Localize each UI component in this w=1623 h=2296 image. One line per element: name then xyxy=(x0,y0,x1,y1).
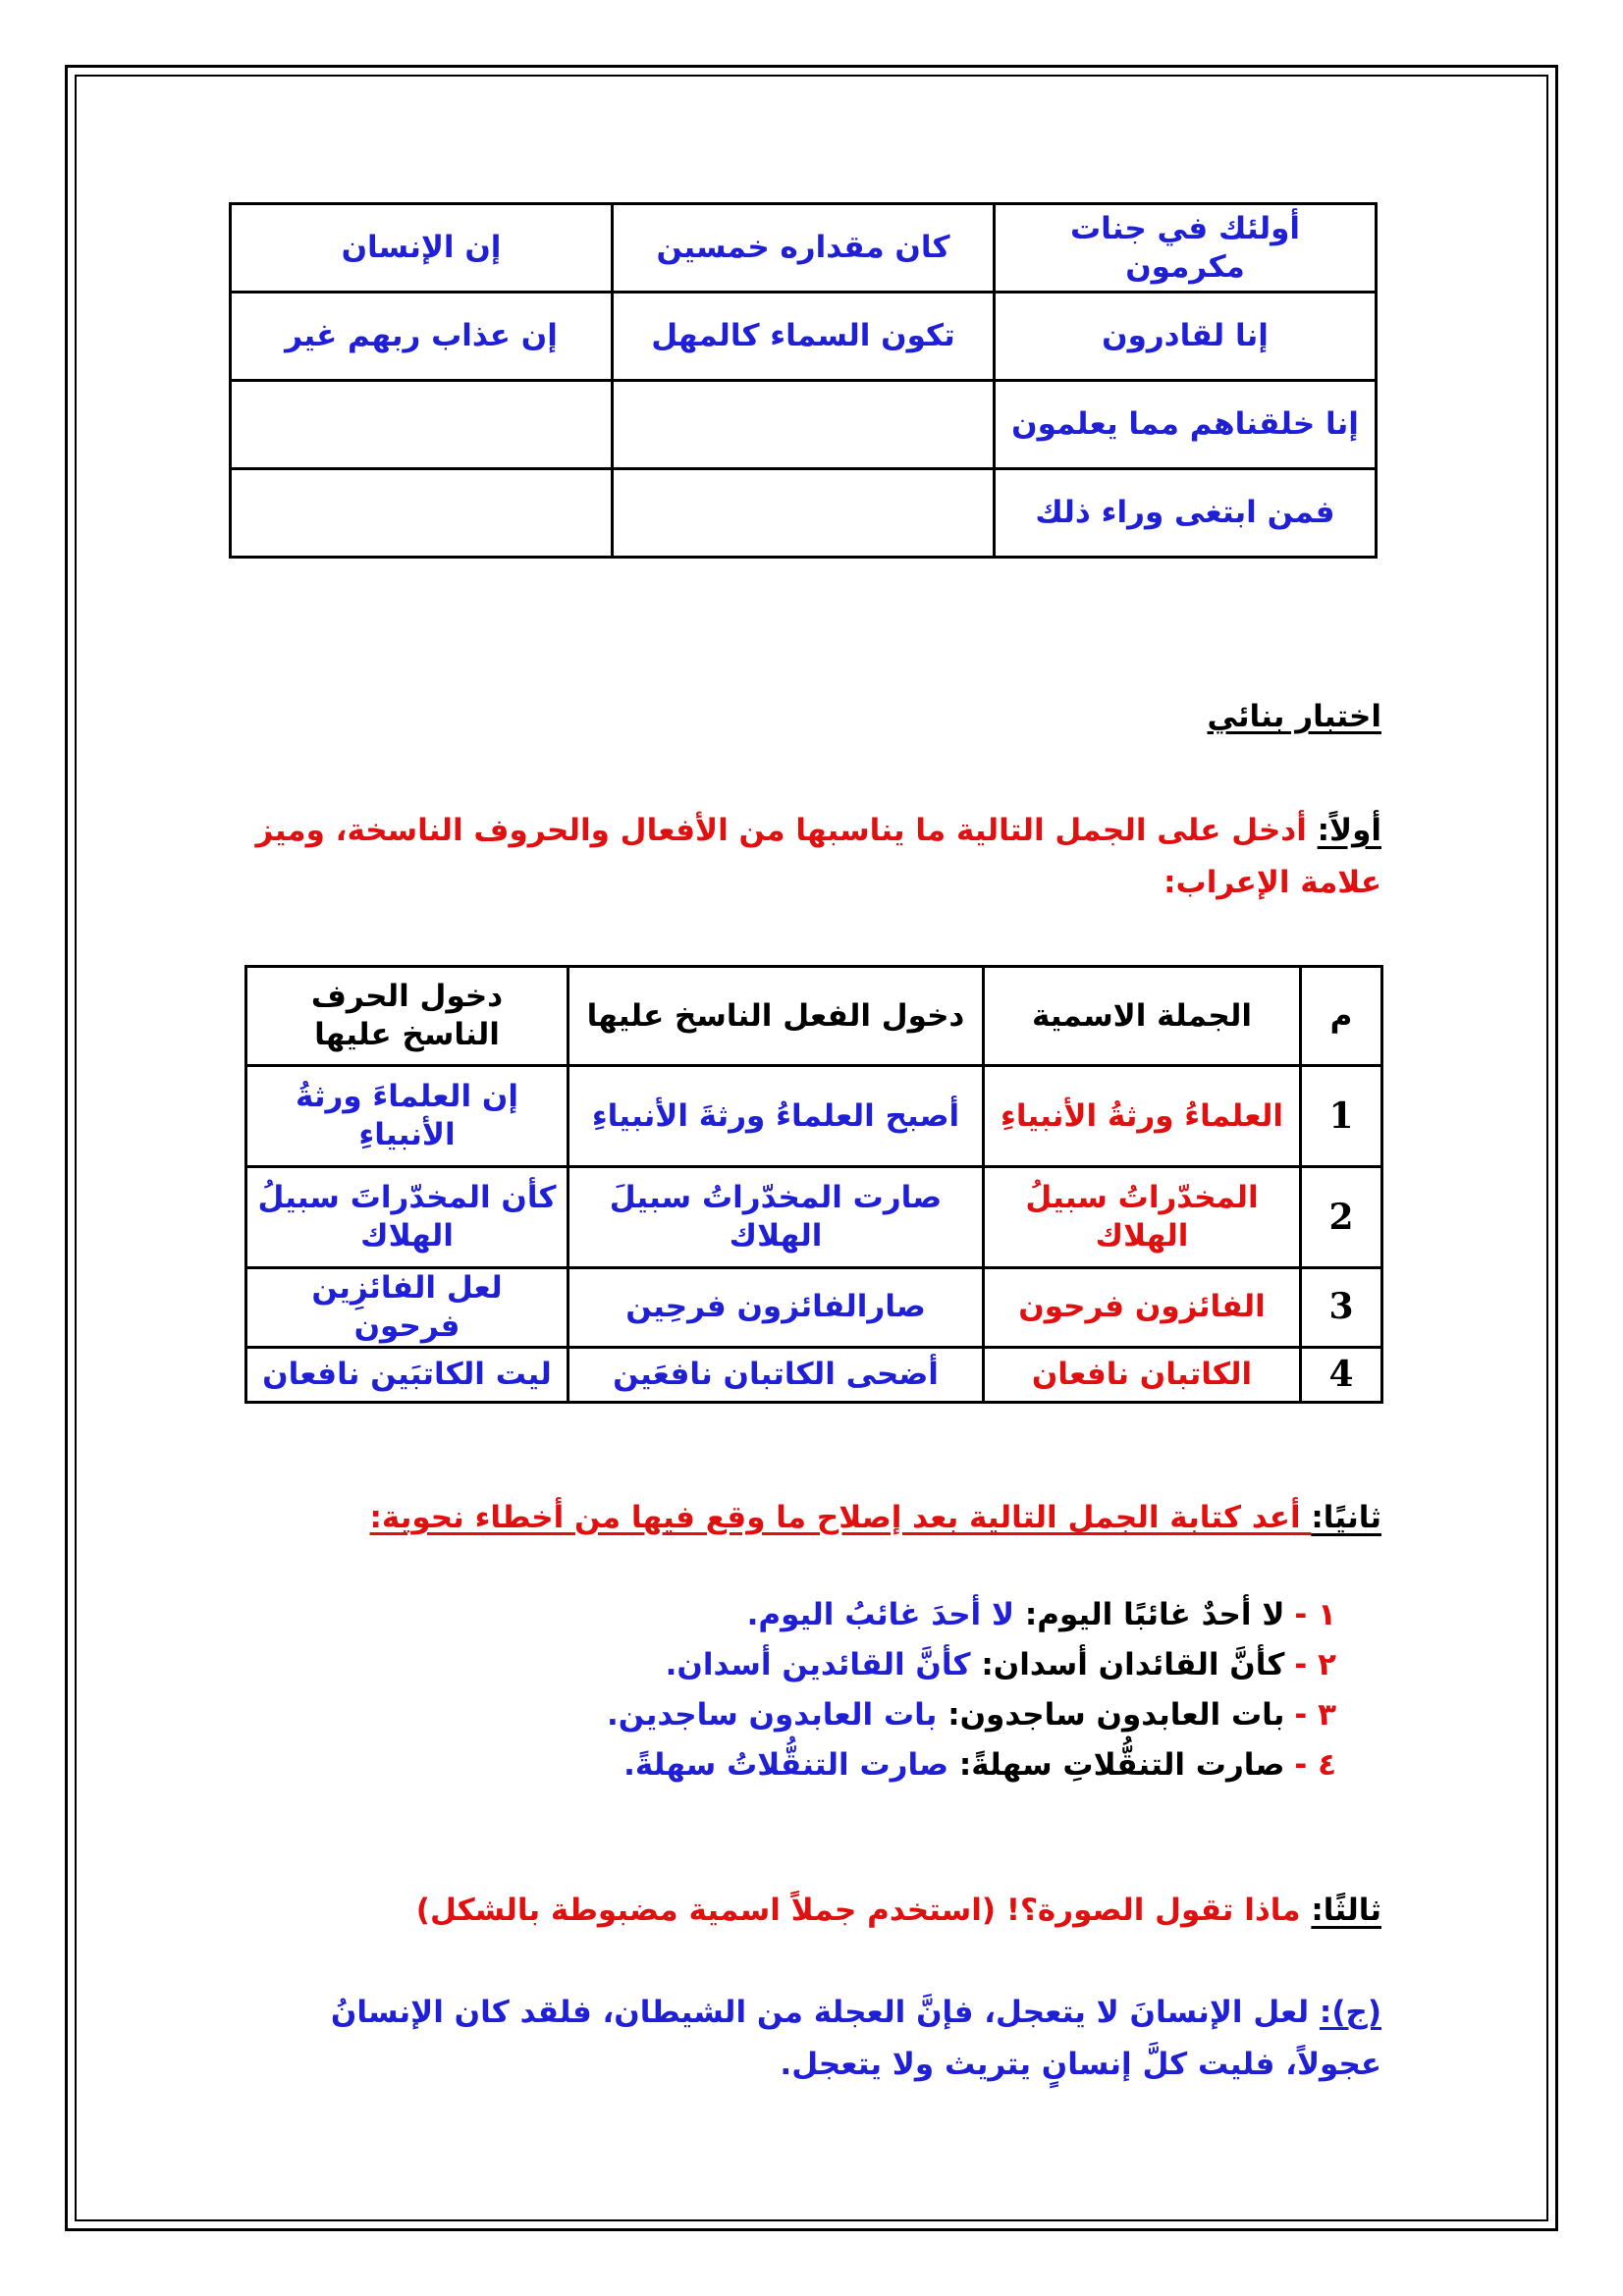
item-answer: بات العابدون ساجدين. xyxy=(607,1697,938,1733)
table-cell xyxy=(613,381,995,469)
question-2-text: أعد كتابة الجمل التالية بعد إصلاح ما وقع فيها من أخطاء نحوية: xyxy=(369,1500,1312,1535)
table-row xyxy=(246,1167,1382,1268)
header-number: م xyxy=(1301,967,1382,1066)
header-nominal: الجملة الاسمية xyxy=(984,967,1301,1066)
row-number: 3 xyxy=(1301,1268,1382,1348)
question-3-text: ماذا تقول الصورة؟! (استخدم جملاً اسمية مضبوطة بالشكل) xyxy=(415,1893,1312,1928)
question-3-label: ثالثًا: xyxy=(1311,1893,1381,1928)
item-question: صارت التنقُّلاتِ سهلةً: xyxy=(948,1747,1285,1783)
verb-sentence: صارالفائزون فرحِين xyxy=(568,1268,984,1348)
table-cell: أولئك في جنات مكرمون xyxy=(995,204,1377,293)
verb-sentence: أضحى الكاتبان نافعَين xyxy=(568,1347,984,1402)
table-header-row xyxy=(246,967,1382,1066)
particle-sentence: إن العلماءَ ورثةُ الأنبياءِ xyxy=(246,1066,568,1167)
list-item xyxy=(607,1640,1336,1690)
exercise-table xyxy=(244,965,1383,1404)
item-question: كأنَّ القائدان أسدان: xyxy=(970,1647,1285,1682)
nominal-sentence: الفائزون فرحون xyxy=(984,1268,1301,1348)
table-cell xyxy=(231,469,613,558)
header-verb: دخول الفعل الناسخ عليها xyxy=(568,967,984,1066)
verb-sentence: صارت المخدّراتُ سبيلَ الهلاك xyxy=(568,1167,984,1268)
item-number: ٣ - xyxy=(1294,1697,1336,1733)
item-number: ٢ - xyxy=(1294,1647,1336,1682)
row-number: 2 xyxy=(1301,1167,1382,1268)
table-row xyxy=(231,204,1377,293)
table-cell: إنا لقادرون xyxy=(995,293,1377,381)
table-row xyxy=(231,381,1377,469)
item-question: بات العابدون ساجدون: xyxy=(937,1697,1285,1733)
question-1-label: أولاً: xyxy=(1317,813,1381,848)
nominal-sentence: الكاتبان نافعان xyxy=(984,1347,1301,1402)
answer-text: لعل الإنسانَ لا يتعجل، فإنَّ العجلة من الشيطان، فلقد كان الإنسانُ عجولاً، فليت كلَّ إنسانٍ يتريث ولا يتعجل. xyxy=(330,1995,1381,2082)
item-number: ١ - xyxy=(1294,1597,1336,1632)
table-cell xyxy=(613,469,995,558)
item-number: ٤ - xyxy=(1294,1747,1336,1783)
quiz-title: اختبار بنائي xyxy=(1207,699,1381,734)
table-cell: إنا خلقناهم مما يعلمون xyxy=(995,381,1377,469)
table-row xyxy=(231,293,1377,381)
item-answer: لا أحدَ غائبُ اليوم. xyxy=(746,1597,1015,1632)
table-cell: إن عذاب ربهم غير xyxy=(231,293,613,381)
item-answer: كأنَّ القائدين أسدان. xyxy=(665,1647,971,1682)
table-row xyxy=(246,1347,1382,1402)
answer-paragraph xyxy=(243,1987,1381,2091)
row-number: 4 xyxy=(1301,1347,1382,1402)
particle-sentence: لعل الفائزِين فرحون xyxy=(246,1268,568,1348)
question-1 xyxy=(243,805,1381,909)
particle-sentence: ليت الكاتبَين نافعان xyxy=(246,1347,568,1402)
answer-label: (ج): xyxy=(1319,1995,1381,2030)
question-2-label: ثانيًا: xyxy=(1311,1500,1381,1535)
table-row xyxy=(246,1066,1382,1167)
table-row xyxy=(246,1268,1382,1348)
corrections-list xyxy=(607,1590,1336,1790)
table-cell xyxy=(231,381,613,469)
header-particle: دخول الحرف الناسخ عليها xyxy=(246,967,568,1066)
table-cell: فمن ابتغى وراء ذلك xyxy=(995,469,1377,558)
question-3 xyxy=(243,1885,1381,1937)
table-cell: كان مقداره خمسين xyxy=(613,204,995,293)
particle-sentence: كأن المخدّراتَ سبيلُ الهلاك xyxy=(246,1167,568,1268)
list-item xyxy=(607,1590,1336,1640)
nominal-sentence: العلماءُ ورثةُ الأنبياءِ xyxy=(984,1066,1301,1167)
item-answer: صارت التنقُّلاتُ سهلةً. xyxy=(623,1747,949,1783)
nominal-sentence: المخدّراتُ سبيلُ الهلاك xyxy=(984,1167,1301,1268)
row-number: 1 xyxy=(1301,1066,1382,1167)
verb-sentence: أصبح العلماءُ ورثةَ الأنبياءِ xyxy=(568,1066,984,1167)
question-1-text: أدخل على الجمل التالية ما يناسبها من الأفعال والحروف الناسخة، وميز علامة الإعراب: xyxy=(255,813,1381,900)
item-question: لا أحدٌ غائبًا اليوم: xyxy=(1014,1597,1285,1632)
table-cell: تكون السماء كالمهل xyxy=(613,293,995,381)
list-item xyxy=(607,1740,1336,1790)
examples-table xyxy=(229,202,1378,559)
table-cell: إن الإنسان xyxy=(231,204,613,293)
question-2 xyxy=(243,1492,1381,1544)
table-row xyxy=(231,469,1377,558)
list-item xyxy=(607,1690,1336,1740)
